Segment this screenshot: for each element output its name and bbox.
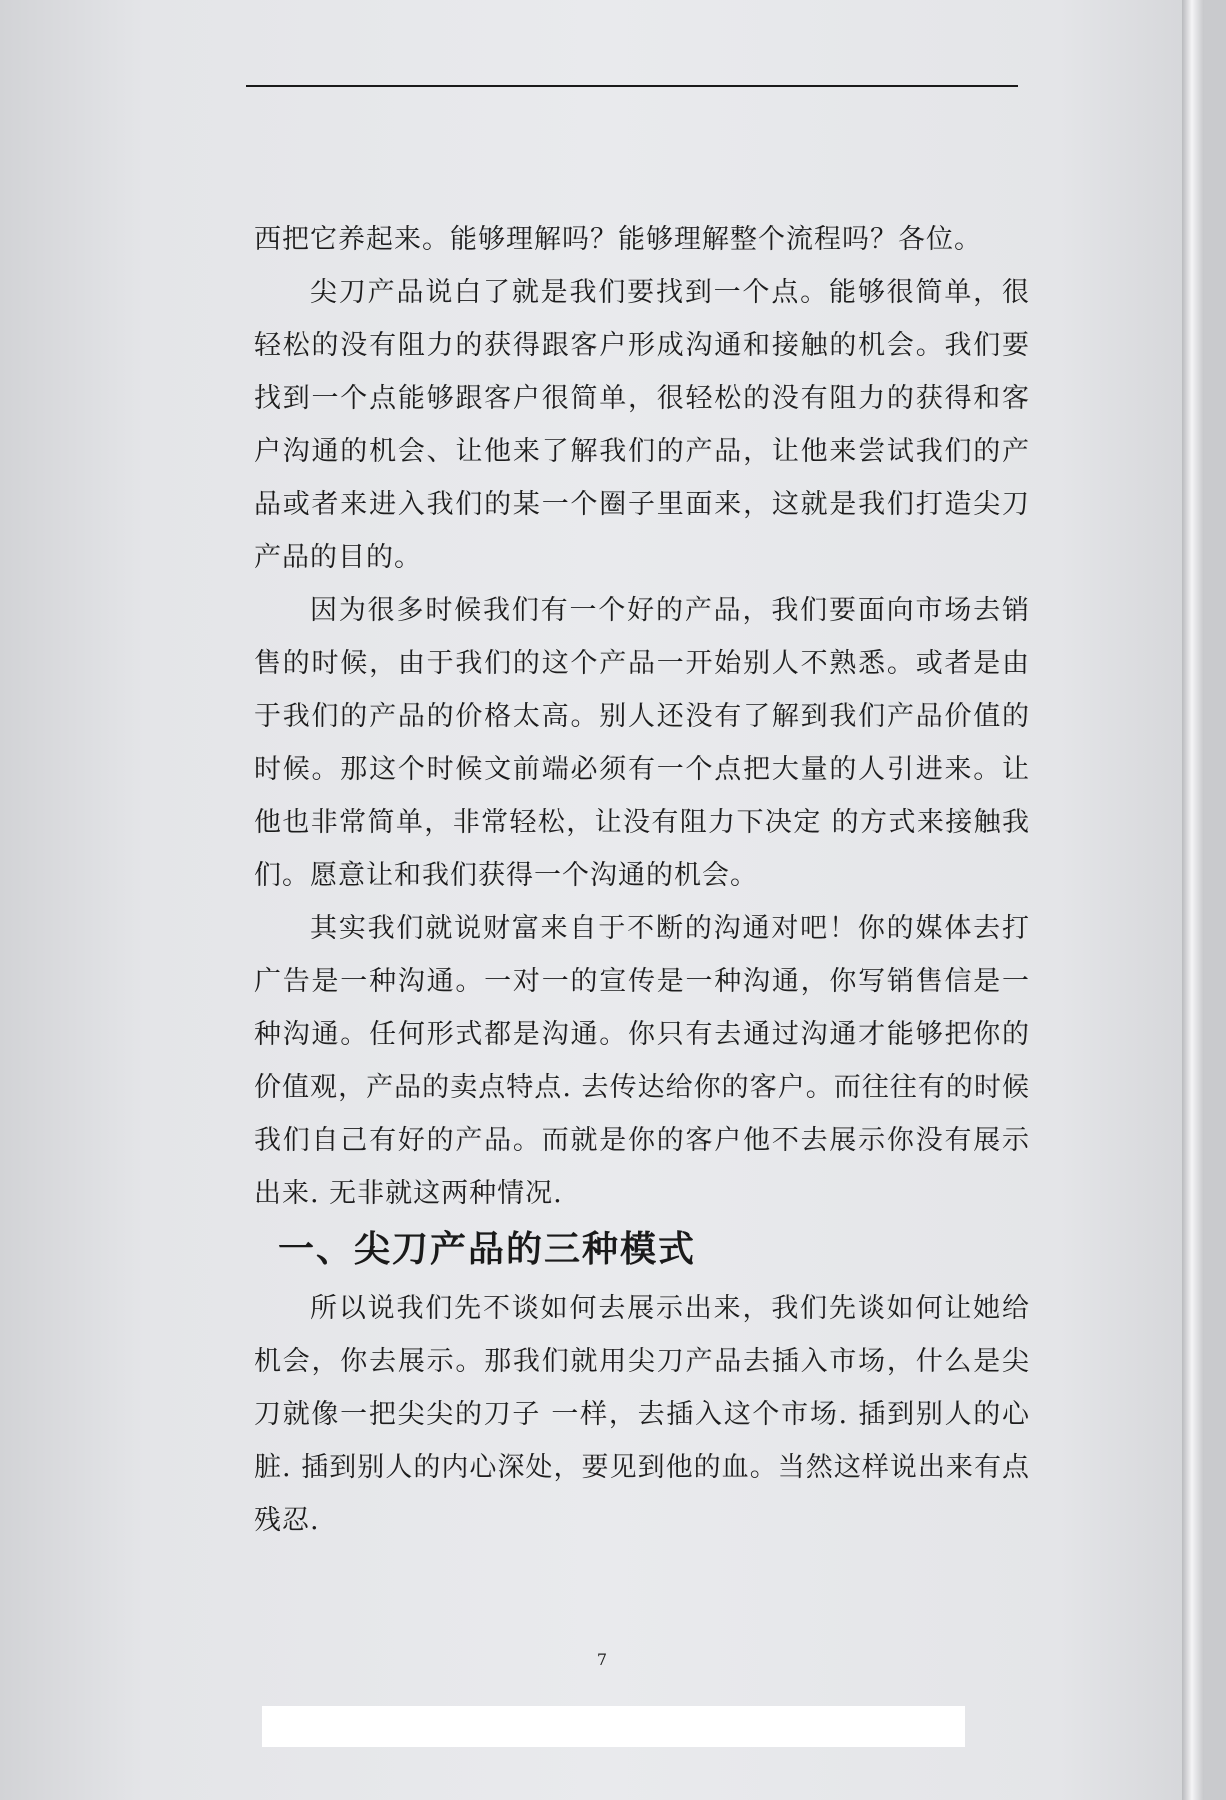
section-heading: 一、尖刀产品的三种模式 [278,1229,697,1270]
header-rule [246,85,1018,87]
paragraph: 因为很多时候我们有一个好的产品，我们要面向市场去销售的时候，由于我们的这个产品一开始别人不熟悉。或者是由于我们的产品的价格太高。别人还没有了解到我们产品价值的时候。那这个时候文前端必须有一个点把大量的人引进来。让他也非常简单，非常轻松，让没有阻力下决定 的方式来接触我们。愿意让和我们获得一个沟通的机会。 [254,595,1030,891]
redaction-block [262,1706,965,1747]
paragraph: 尖刀产品说白了就是我们要找到一个点。能够很简单，很轻松的没有阻力的获得跟客户形成沟通和接触的机会。我们要找到一个点能够跟客户很简单，很轻松的没有阻力的获得和客户沟通的机会、让他来了解我们的产品，让他来尝试我们的产品或者来进入我们的某一个圈子里面来，这就是我们打造尖刀产品的目的。 [254,277,1030,573]
paragraph: 西把它养起来。能够理解吗？能够理解整个流程吗？各位。 [254,224,982,255]
page-edge [1182,0,1204,1800]
paragraph: 所以说我们先不谈如何去展示出来，我们先谈如何让她给机会，你去展示。那我们就用尖刀产品去插入市场，什么是尖刀就像一把尖尖的刀子 一样，去插入这个市场. 插到别人的心脏. 插到别人的内心深处，要见到他的血。当然这样说出来有点残忍. [254,1293,1030,1536]
page-number: 7 [596,1650,608,1669]
paragraph: 其实我们就说财富来自于不断的沟通对吧！你的媒体去打广告是一种沟通。一对一的宣传是一种沟通，你写销售信是一种沟通。任何形式都是沟通。你只有去通过沟通才能够把你的价值观，产品的卖点特点. 去传达给你的客户。而往往有的时候我们自己有好的产品。而就是你的客户他不去展示你没有展示出来. 无非就这两种情况. [254,913,1030,1209]
body-text [254,213,1030,1547]
